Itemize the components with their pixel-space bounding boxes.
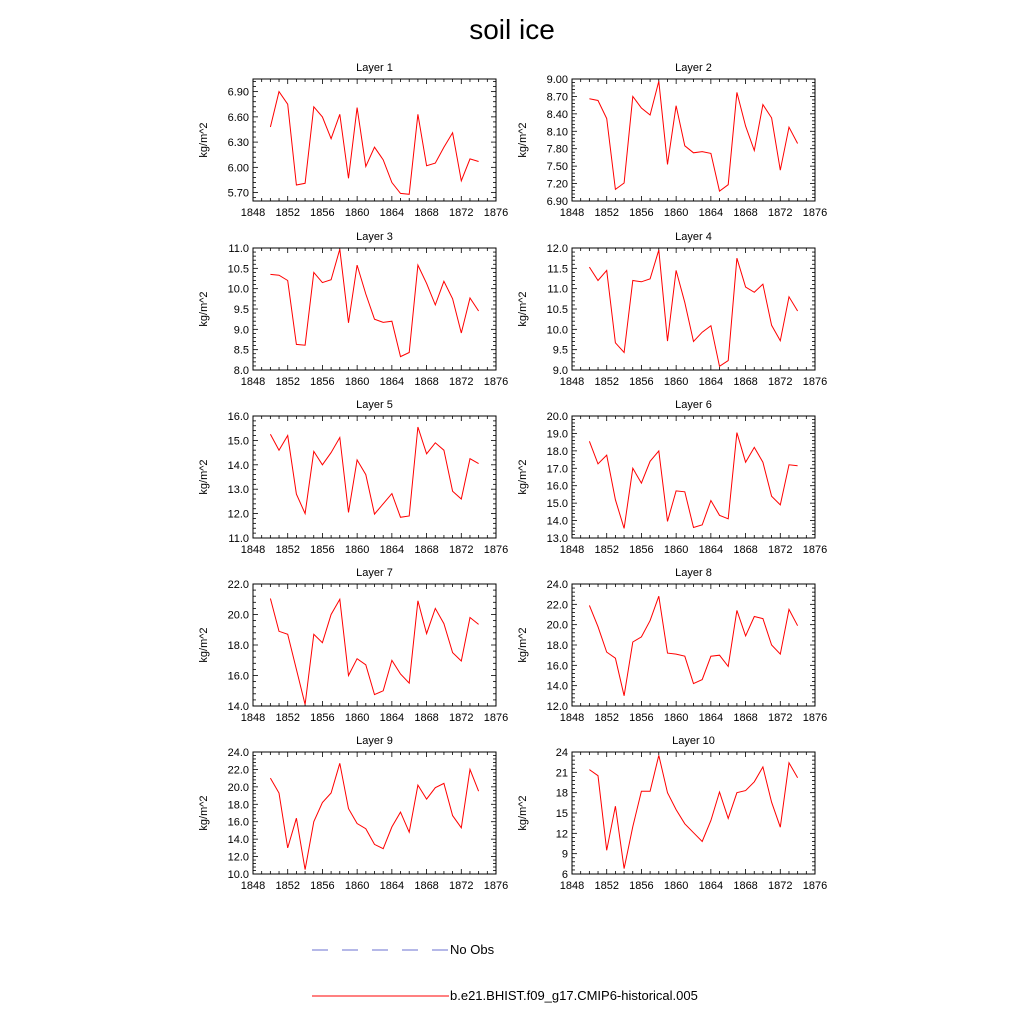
x-tick-label: 1856 xyxy=(629,376,654,388)
y-tick-label: 12.0 xyxy=(227,851,249,864)
x-tick-label: 1852 xyxy=(594,544,619,556)
legend-label-2: b.e21.BHIST.f09_g17.CMIP6-historical.005 xyxy=(450,988,698,1003)
y-tick-label: 9.0 xyxy=(233,324,249,337)
y-tick-label: 10.0 xyxy=(546,324,568,337)
y-tick-label: 6.00 xyxy=(227,162,249,175)
y-tick-label: 18.0 xyxy=(227,640,249,652)
x-tick-label: 1860 xyxy=(663,544,689,556)
y-axis-label: kg/m^2 xyxy=(517,122,529,158)
x-tick-label: 1860 xyxy=(344,207,370,219)
x-tick-label: 1876 xyxy=(483,207,509,219)
y-tick-label: 14.0 xyxy=(546,515,568,528)
x-tick-label: 1860 xyxy=(344,880,370,892)
y-tick-label: 20.0 xyxy=(546,619,568,632)
x-tick-label: 1860 xyxy=(344,376,370,388)
y-tick-label: 18.0 xyxy=(546,640,568,652)
x-tick-label: 1868 xyxy=(414,376,439,388)
y-tick-label: 8.10 xyxy=(546,126,568,139)
plot-frame xyxy=(253,248,496,370)
x-tick-label: 1868 xyxy=(733,376,758,388)
x-tick-label: 1848 xyxy=(240,376,266,388)
x-tick-label: 1848 xyxy=(240,544,266,556)
series-line xyxy=(270,599,478,705)
x-tick-label: 1872 xyxy=(449,544,474,556)
y-tick-label: 22.0 xyxy=(227,579,249,591)
y-tick-label: 19.0 xyxy=(546,428,568,441)
panel-layer-1 xyxy=(198,62,508,219)
x-tick-label: 1848 xyxy=(240,207,266,219)
x-tick-label: 1872 xyxy=(768,712,793,724)
y-tick-label: 6.90 xyxy=(227,86,249,99)
y-tick-label: 9 xyxy=(561,848,568,861)
x-tick-label: 1872 xyxy=(449,880,474,892)
x-tick-label: 1876 xyxy=(483,544,509,556)
y-axis-label: kg/m^2 xyxy=(198,795,210,831)
y-tick-label: 16.0 xyxy=(227,670,249,683)
y-tick-label: 10.0 xyxy=(227,869,249,881)
x-tick-label: 1868 xyxy=(733,712,758,724)
x-tick-label: 1860 xyxy=(663,880,689,892)
legend xyxy=(312,942,698,1003)
plot-frame xyxy=(572,79,815,201)
y-tick-label: 6.60 xyxy=(227,111,249,124)
x-tick-label: 1856 xyxy=(310,207,335,219)
x-tick-label: 1876 xyxy=(802,544,828,556)
panel-layer-5 xyxy=(198,399,508,556)
panel-title: Layer 3 xyxy=(356,231,393,243)
panel-layer-6 xyxy=(517,399,827,556)
y-tick-label: 9.00 xyxy=(546,74,568,86)
x-tick-label: 1864 xyxy=(698,376,724,388)
x-tick-label: 1872 xyxy=(449,376,474,388)
x-tick-label: 1868 xyxy=(733,544,758,556)
series-line xyxy=(270,763,478,869)
x-tick-label: 1872 xyxy=(768,880,793,892)
chart-title: soil ice xyxy=(469,14,555,45)
x-tick-label: 1860 xyxy=(344,712,370,724)
y-tick-label: 12.0 xyxy=(546,243,568,255)
series-line xyxy=(589,596,797,696)
x-tick-label: 1852 xyxy=(275,544,300,556)
y-tick-label: 8.0 xyxy=(233,365,249,377)
y-tick-label: 13.0 xyxy=(227,484,249,497)
x-tick-label: 1848 xyxy=(559,207,585,219)
plot-frame xyxy=(572,584,815,706)
x-tick-label: 1860 xyxy=(663,712,689,724)
x-tick-label: 1872 xyxy=(768,376,793,388)
plot-frame xyxy=(572,416,815,538)
y-tick-label: 10.5 xyxy=(546,304,568,316)
y-tick-label: 8.40 xyxy=(546,108,568,121)
x-tick-label: 1868 xyxy=(414,544,439,556)
legend-label-1: No Obs xyxy=(450,942,495,957)
plot-frame xyxy=(572,752,815,874)
y-axis-label: kg/m^2 xyxy=(517,459,529,495)
panel-title: Layer 9 xyxy=(356,735,393,747)
series-line xyxy=(270,249,478,356)
y-tick-label: 8.5 xyxy=(233,344,249,357)
y-tick-label: 12.0 xyxy=(546,701,568,713)
y-tick-label: 5.70 xyxy=(227,187,249,200)
x-tick-label: 1872 xyxy=(449,712,474,724)
y-tick-label: 9.5 xyxy=(552,344,568,357)
x-tick-label: 1848 xyxy=(240,880,266,892)
series-line xyxy=(589,250,797,366)
x-tick-label: 1872 xyxy=(768,544,793,556)
x-tick-label: 1852 xyxy=(275,376,300,388)
y-axis-label: kg/m^2 xyxy=(198,122,210,158)
y-tick-label: 17.0 xyxy=(546,463,568,476)
y-tick-label: 24.0 xyxy=(227,747,249,759)
x-tick-label: 1856 xyxy=(629,712,654,724)
y-tick-label: 12 xyxy=(555,828,568,841)
x-tick-label: 1848 xyxy=(559,712,585,724)
y-tick-label: 7.50 xyxy=(546,161,568,174)
y-tick-label: 11.0 xyxy=(228,533,249,545)
x-tick-label: 1864 xyxy=(379,544,405,556)
x-tick-label: 1860 xyxy=(344,544,370,556)
x-tick-label: 1856 xyxy=(310,376,335,388)
y-tick-label: 14.0 xyxy=(227,701,249,713)
y-tick-label: 24 xyxy=(555,747,568,759)
y-tick-label: 15.0 xyxy=(546,498,568,511)
plot-frame xyxy=(253,79,496,201)
x-tick-label: 1876 xyxy=(802,207,828,219)
panel-title: Layer 7 xyxy=(356,567,393,579)
panel-title: Layer 4 xyxy=(675,231,712,243)
x-tick-label: 1856 xyxy=(310,544,335,556)
x-tick-label: 1876 xyxy=(802,712,828,724)
y-tick-label: 9.5 xyxy=(233,304,249,316)
x-tick-label: 1856 xyxy=(629,880,654,892)
y-tick-label: 11.5 xyxy=(547,263,568,276)
x-tick-label: 1860 xyxy=(663,207,689,219)
y-tick-label: 18.0 xyxy=(546,445,568,458)
x-tick-label: 1876 xyxy=(483,880,509,892)
plot-frame xyxy=(253,752,496,874)
x-tick-label: 1872 xyxy=(449,207,474,219)
x-tick-label: 1852 xyxy=(275,207,300,219)
y-tick-label: 14.0 xyxy=(227,459,249,472)
y-tick-label: 16.0 xyxy=(227,411,249,423)
panel-title: Layer 2 xyxy=(675,62,712,74)
y-tick-label: 10.5 xyxy=(227,263,249,276)
x-tick-label: 1852 xyxy=(594,880,619,892)
series-line xyxy=(589,433,797,529)
y-tick-label: 13.0 xyxy=(546,533,568,545)
y-tick-label: 15 xyxy=(555,808,568,820)
y-tick-label: 8.70 xyxy=(546,91,568,104)
x-tick-label: 1852 xyxy=(275,712,300,724)
x-tick-label: 1852 xyxy=(275,880,300,892)
x-tick-label: 1868 xyxy=(414,880,439,892)
x-tick-label: 1856 xyxy=(310,880,335,892)
y-tick-label: 14.0 xyxy=(546,680,568,693)
x-tick-label: 1856 xyxy=(310,712,335,724)
x-tick-label: 1848 xyxy=(559,544,585,556)
x-tick-label: 1868 xyxy=(733,880,758,892)
x-tick-label: 1864 xyxy=(379,880,405,892)
x-tick-label: 1864 xyxy=(698,880,724,892)
x-tick-label: 1852 xyxy=(594,376,619,388)
y-tick-label: 14.0 xyxy=(227,834,249,847)
panel-layer-9 xyxy=(198,735,508,892)
x-tick-label: 1864 xyxy=(698,544,724,556)
panel-layer-10 xyxy=(517,735,827,892)
panel-layer-2 xyxy=(517,62,827,219)
y-tick-label: 22.0 xyxy=(546,599,568,612)
x-tick-label: 1868 xyxy=(733,207,758,219)
x-tick-label: 1876 xyxy=(802,880,828,892)
y-tick-label: 18 xyxy=(555,787,568,800)
x-tick-label: 1848 xyxy=(559,376,585,388)
y-tick-label: 21 xyxy=(555,767,568,780)
plot-frame xyxy=(253,584,496,706)
x-tick-label: 1852 xyxy=(594,207,619,219)
y-tick-label: 20.0 xyxy=(227,781,249,794)
series-line xyxy=(270,92,478,195)
y-axis-label: kg/m^2 xyxy=(198,291,210,327)
y-tick-label: 11.0 xyxy=(547,283,568,296)
x-tick-label: 1860 xyxy=(663,376,689,388)
y-axis-label: kg/m^2 xyxy=(517,627,529,663)
x-tick-label: 1864 xyxy=(379,712,405,724)
series-line xyxy=(589,755,797,868)
y-tick-label: 20.0 xyxy=(546,411,568,423)
x-tick-label: 1856 xyxy=(629,207,654,219)
y-tick-label: 16.0 xyxy=(546,660,568,673)
x-tick-label: 1856 xyxy=(629,544,654,556)
x-tick-label: 1864 xyxy=(698,207,724,219)
panel-title: Layer 8 xyxy=(675,567,712,579)
series-line xyxy=(270,427,478,517)
y-tick-label: 22.0 xyxy=(227,764,249,777)
y-tick-label: 24.0 xyxy=(546,579,568,591)
plot-frame xyxy=(253,416,496,538)
x-tick-label: 1876 xyxy=(483,376,509,388)
y-tick-label: 18.0 xyxy=(227,799,249,812)
x-tick-label: 1876 xyxy=(483,712,509,724)
x-tick-label: 1864 xyxy=(379,376,405,388)
panel-layer-7 xyxy=(198,567,508,724)
y-tick-label: 7.20 xyxy=(546,178,568,191)
y-tick-label: 6 xyxy=(561,869,568,881)
x-tick-label: 1852 xyxy=(594,712,619,724)
y-tick-label: 7.80 xyxy=(546,143,568,156)
x-tick-label: 1868 xyxy=(414,712,439,724)
series-line xyxy=(589,81,797,191)
y-tick-label: 10.0 xyxy=(227,283,249,296)
y-tick-label: 15.0 xyxy=(227,435,249,448)
panel-layer-8 xyxy=(517,567,827,724)
y-axis-label: kg/m^2 xyxy=(198,627,210,663)
y-tick-label: 16.0 xyxy=(227,816,249,829)
x-tick-label: 1864 xyxy=(379,207,405,219)
panel-title: Layer 10 xyxy=(672,735,715,747)
y-tick-label: 16.0 xyxy=(546,480,568,493)
y-axis-label: kg/m^2 xyxy=(517,291,529,327)
y-axis-label: kg/m^2 xyxy=(517,795,529,831)
panel-layer-4 xyxy=(517,231,827,388)
y-tick-label: 20.0 xyxy=(227,609,249,622)
panel-title: Layer 6 xyxy=(675,399,712,411)
x-tick-label: 1872 xyxy=(768,207,793,219)
x-tick-label: 1864 xyxy=(698,712,724,724)
x-tick-label: 1868 xyxy=(414,207,439,219)
panel-layer-3 xyxy=(198,231,508,388)
x-tick-label: 1848 xyxy=(559,880,585,892)
y-tick-label: 9.0 xyxy=(552,365,568,377)
y-tick-label: 6.90 xyxy=(546,196,568,208)
y-tick-label: 11.0 xyxy=(228,243,249,255)
y-axis-label: kg/m^2 xyxy=(198,459,210,495)
panel-title: Layer 5 xyxy=(356,399,393,411)
plot-frame xyxy=(572,248,815,370)
panel-title: Layer 1 xyxy=(356,62,393,74)
x-tick-label: 1876 xyxy=(802,376,828,388)
x-tick-label: 1848 xyxy=(240,712,266,724)
y-tick-label: 6.30 xyxy=(227,137,249,150)
y-tick-label: 12.0 xyxy=(227,508,249,521)
